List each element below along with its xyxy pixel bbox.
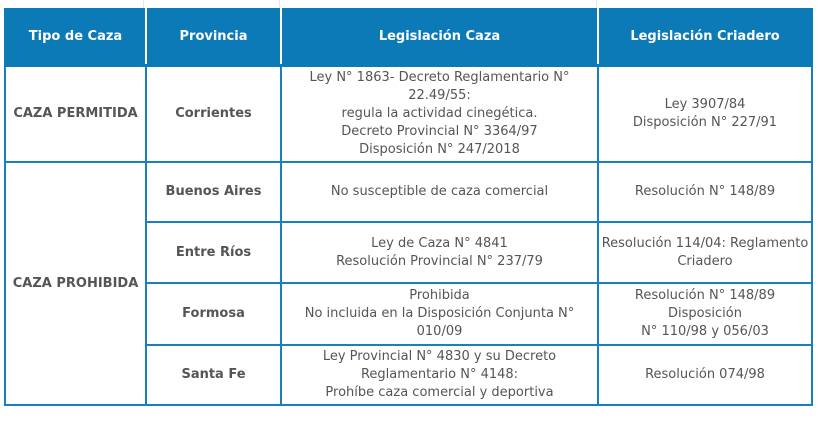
legislacion-criadero-cell bbox=[598, 345, 812, 405]
legal-line: Criadero bbox=[677, 253, 733, 269]
legislacion-criadero-cell bbox=[598, 222, 812, 283]
table-row bbox=[5, 162, 812, 222]
legal-line: Reglamentario N° 4148: bbox=[360, 367, 519, 382]
grid-line bbox=[596, 0, 597, 8]
legal-line: Resolución Provincial N° 237/79 bbox=[336, 253, 543, 269]
legal-line: Resolución N° 148/89 Disposición bbox=[634, 288, 776, 321]
legislacion-criadero-cell bbox=[598, 66, 812, 163]
hunting-legislation-table bbox=[4, 8, 813, 406]
province-cell: Buenos Aires bbox=[146, 162, 281, 222]
legislacion-criadero-cell bbox=[598, 162, 812, 222]
grid-line bbox=[279, 0, 280, 8]
legal-line: Prohíbe caza comercial y deportiva bbox=[325, 385, 554, 400]
header-legislacion-caza: Legislación Caza bbox=[281, 8, 598, 66]
legal-line: Disposición N° 247/2018 bbox=[359, 142, 520, 157]
legal-line: Prohibida bbox=[409, 288, 470, 303]
legal-line: Ley N° 1863- Decreto Reglamentario N° 22.49/55: bbox=[309, 70, 570, 103]
legal-line: Ley de Caza N° 4841 bbox=[371, 235, 508, 251]
legislacion-caza-cell bbox=[281, 162, 598, 222]
legal-line: Decreto Provincial N° 3364/97 bbox=[341, 124, 538, 139]
table-row bbox=[5, 66, 812, 163]
province-cell: Formosa bbox=[146, 283, 281, 345]
province-cell: Entre Ríos bbox=[146, 222, 281, 283]
legal-line: regula la actividad cinegética. bbox=[341, 106, 538, 121]
legal-line: Resolución N° 148/89 bbox=[634, 184, 776, 199]
province-cell: Santa Fe bbox=[146, 345, 281, 405]
legal-line: Disposición N° 227/91 bbox=[632, 115, 778, 130]
grid-line bbox=[143, 0, 144, 8]
legislacion-criadero-cell bbox=[598, 283, 812, 345]
legislacion-caza-cell bbox=[281, 345, 598, 405]
legal-line: Ley Provincial N° 4830 y su Decreto bbox=[322, 349, 557, 364]
legal-line: N° 110/98 y 056/03 bbox=[641, 324, 769, 339]
legislacion-caza-cell bbox=[281, 283, 598, 345]
legal-line: Resolución 074/98 bbox=[645, 367, 765, 382]
table-header-row bbox=[5, 8, 812, 66]
group-caza-permitida: CAZA PERMITIDA bbox=[5, 66, 146, 163]
group-caza-prohibida: CAZA PROHIBIDA bbox=[5, 162, 146, 405]
province-cell: Corrientes bbox=[146, 66, 281, 163]
legal-line: 010/09 bbox=[416, 324, 463, 339]
legal-line: Resolución 114/04: Reglamento bbox=[601, 235, 809, 251]
header-legislacion-criadero: Legislación Criadero bbox=[598, 8, 812, 66]
legal-line: No incluida en la Disposición Conjunta N° bbox=[304, 306, 575, 321]
legal-line: Ley 3907/84 bbox=[664, 97, 746, 112]
top-grid-lines bbox=[0, 0, 818, 8]
legal-line: No susceptible de caza comercial bbox=[330, 184, 549, 199]
header-provincia: Provincia bbox=[146, 8, 281, 66]
legislacion-caza-cell bbox=[281, 222, 598, 283]
legislacion-caza-cell bbox=[281, 66, 598, 163]
header-tipo-de-caza: Tipo de Caza bbox=[5, 8, 146, 66]
